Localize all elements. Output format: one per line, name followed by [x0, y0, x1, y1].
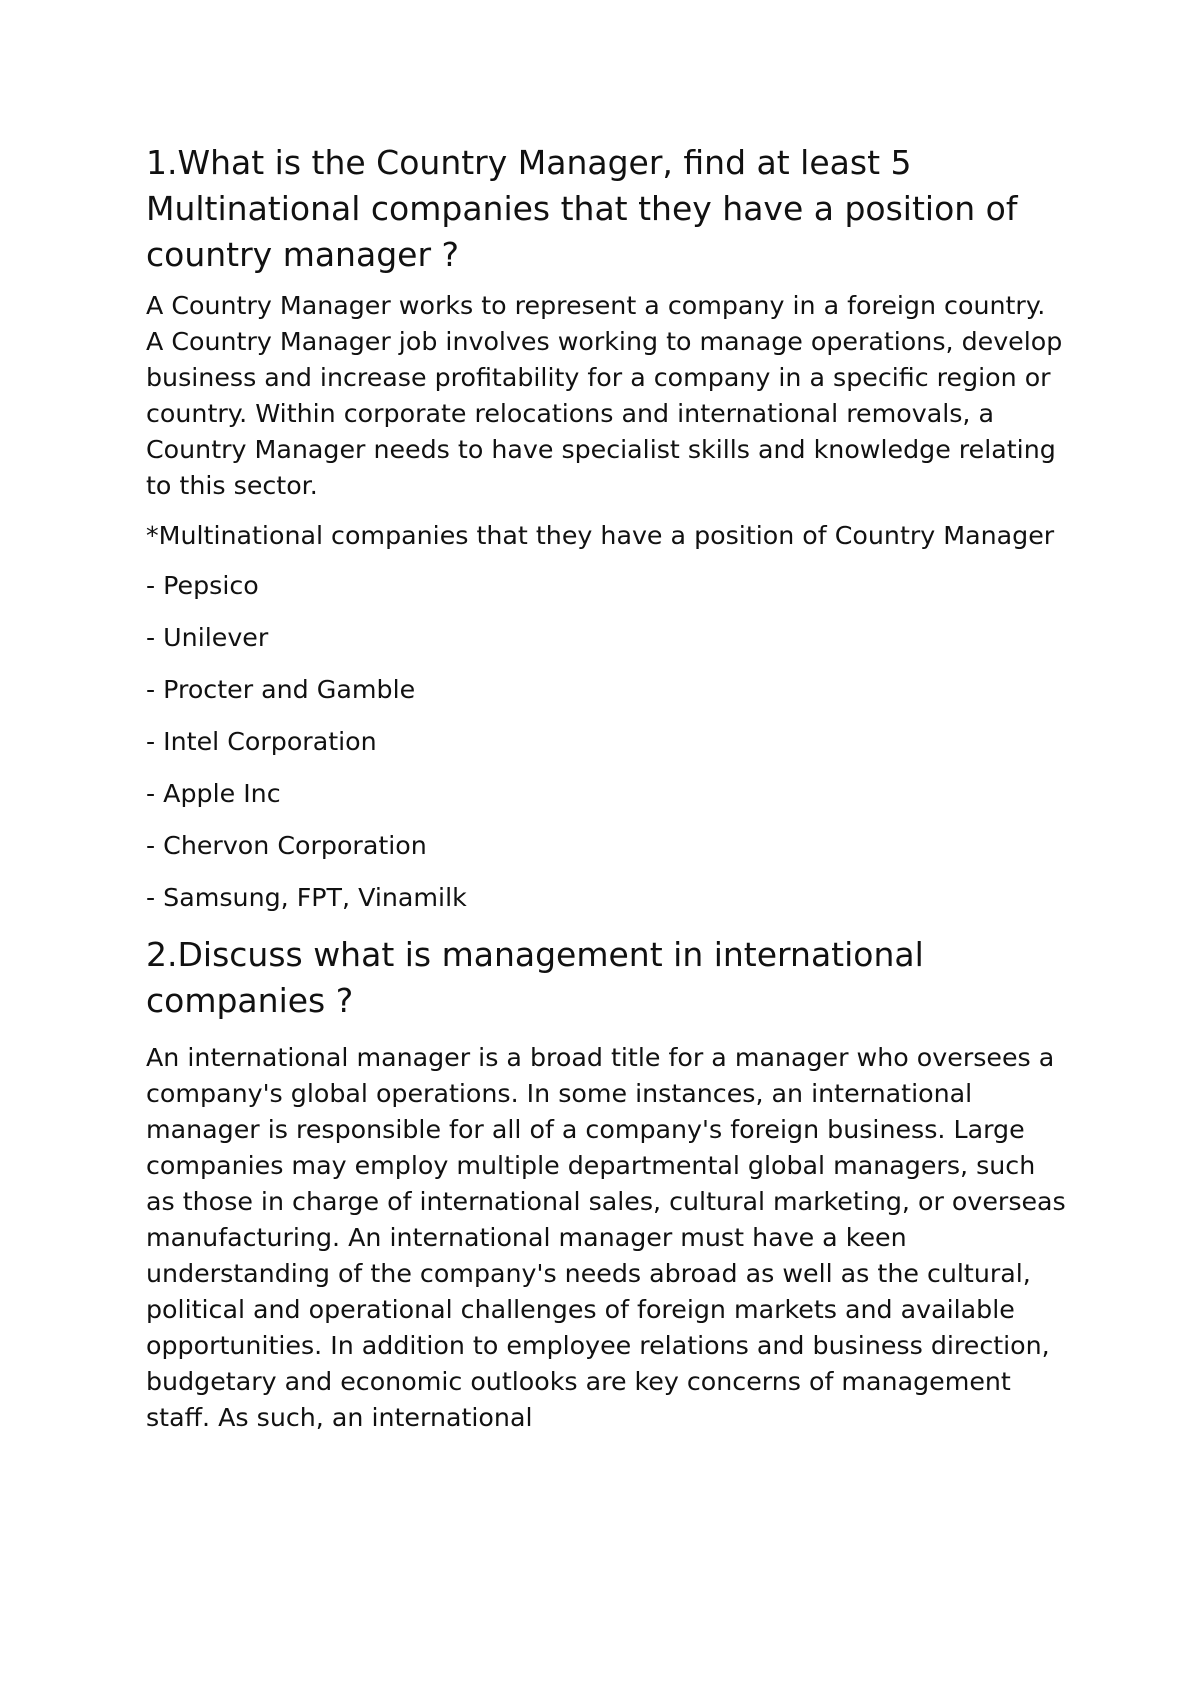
- company-item-apple: - Apple Inc: [146, 779, 281, 808]
- question-2-answer: An international manager is a broad title for a manager who oversees a company's global operations. In some instances, an international manager is responsible for all of a company's foreign business. Large companies may employ multiple departmental global managers, such as those in charge of international sales, cultural marketing, or overseas manufacturing. An international manager must have a keen understanding of the company's needs abroad as well as the cultural, political and operational challenges of foreign markets and available opportunities. In addition to employee relations and business direction, budgetary and economic outlooks are key concerns of management staff. As such, an international: [146, 1043, 1066, 1432]
- question-2-heading: 2.Discuss what is management in international companies ?: [146, 935, 924, 1020]
- company-item-pepsico: - Pepsico: [146, 571, 259, 600]
- question-1-heading: 1.What is the Country Manager, find at least 5 Multinational companies that they have a position of country manager ?: [146, 143, 1018, 274]
- question-1-answer: A Country Manager works to represent a company in a foreign country. A Country Manager job involves working to manage operations, develop business and increase profitability for a company in a specific region or country. Within corporate relocations and international removals, a Country Manager needs to have specialist skills and knowledge relating to this sector.: [146, 291, 1063, 500]
- company-item-procter-and-gamble: - Procter and Gamble: [146, 675, 416, 704]
- company-item-unilever: - Unilever: [146, 623, 269, 652]
- document-page: [146, 140, 1066, 1450]
- company-item-chervon: - Chervon Corporation: [146, 831, 427, 860]
- company-item-intel: - Intel Corporation: [146, 727, 377, 756]
- companies-list-intro: *Multinational companies that they have a position of Country Manager: [146, 521, 1055, 550]
- company-item-samsung-fpt-vinamilk: - Samsung, FPT, Vinamilk: [146, 883, 467, 912]
